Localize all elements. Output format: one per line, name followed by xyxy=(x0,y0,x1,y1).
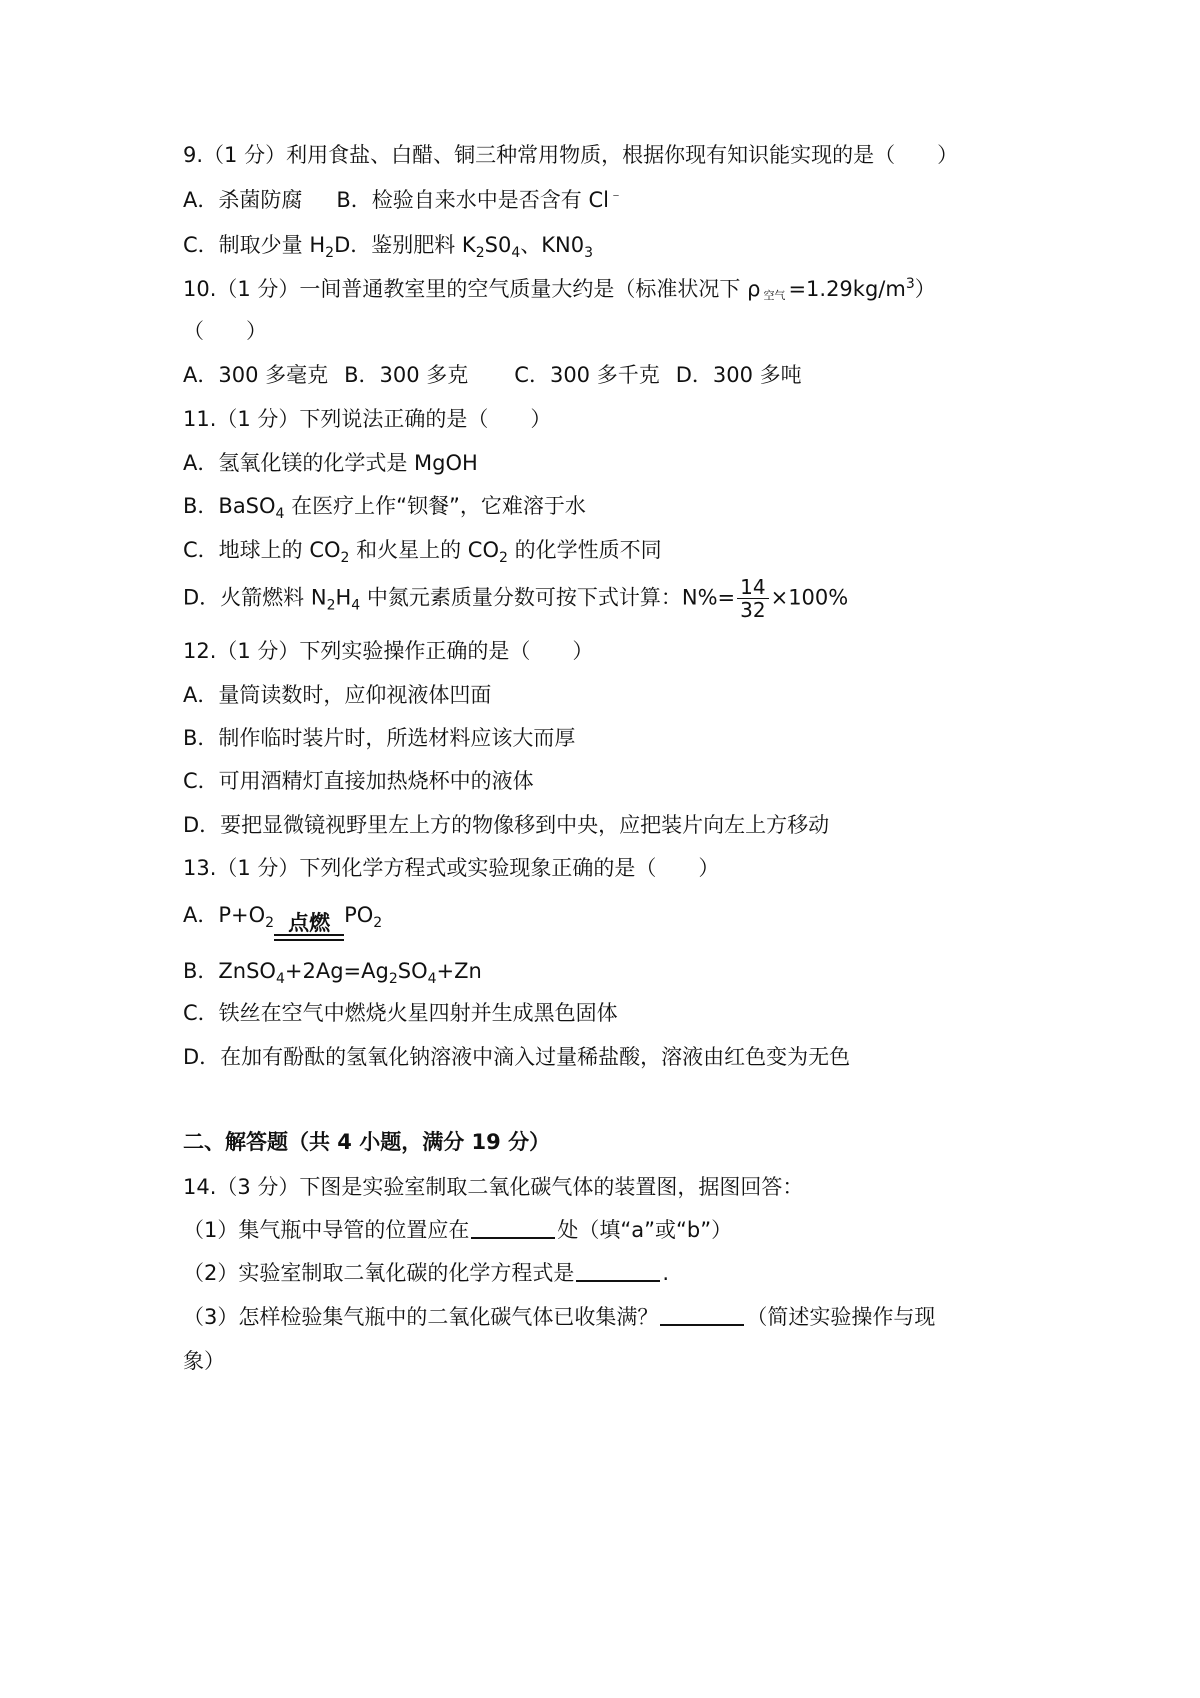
q10-option-d: D．300 多吨 xyxy=(675,363,802,387)
q10-option-b: B．300 多克 xyxy=(344,363,469,387)
q13-option-c: C．铁丝在空气中燃烧火星四射并生成黑色固体 xyxy=(183,1001,618,1025)
q14-part3: （3）怎样检验集气瓶中的二氧化碳气体已收集满？ （简述实验操作与现 xyxy=(183,1305,936,1329)
q9-option-b: B．检验自来水中是否含有 Cl﹣ xyxy=(336,187,623,212)
q13-option-d: D．在加有酚酞的氢氧化钠溶液中滴入过量稀盐酸，溶液由红色变为无色 xyxy=(183,1045,851,1069)
q12-stem: 12.（1 分）下列实验操作正确的是（ ） xyxy=(183,639,594,663)
q9-option-c: C．制取少量 $H_2$ xyxy=(183,233,335,262)
q10-answer-paren: （ ） xyxy=(183,319,267,343)
q11-option-a: A．氢氧化镁的化学式是 MgOH xyxy=(183,451,478,475)
mass-fraction: $\frac{14}{32}$ xyxy=(737,576,768,621)
q12-option-c: C．可用酒精灯直接加热烧杯中的液体 xyxy=(183,769,534,793)
q9-option-d: D．鉴别肥料 $K_2S0_4$、$KN0_3$ xyxy=(334,233,593,262)
q9-options-ab xyxy=(183,185,623,215)
answer-blank-3[interactable] xyxy=(660,1304,744,1326)
q11-option-d: D．火箭燃料 $N_2H_4$ 中氮元素质量分数可按下式计算：N%= $\frac{14}{32}$ ×100% xyxy=(183,575,849,622)
q13-option-b: B．$ZnSO_4+2Ag=Ag_2SO_4+Zn$ xyxy=(183,959,482,988)
q10-stem: 10.（1 分）一间普通教室里的空气质量大约是（标准状况下 ρ 空气 $=1.29kg/m^3$） xyxy=(183,276,936,302)
equals-sign xyxy=(274,934,344,941)
q10-option-a: A．300 多毫克 xyxy=(183,363,329,387)
q11-stem: 11.（1 分）下列说法正确的是（ ） xyxy=(183,407,552,431)
reaction-condition: 点燃 xyxy=(274,912,344,953)
q9-option-a: A．杀菌防腐 xyxy=(183,188,303,212)
q12-option-a: A．量筒读数时，应仰视液体凹面 xyxy=(183,683,492,707)
q13-option-a: A．$P+O_2$ 点燃 $PO_2$ xyxy=(183,900,382,953)
q14-part1: （1）集气瓶中导管的位置应在 处（填“a”或“b”） xyxy=(183,1218,733,1242)
q14-stem: 14.（3 分）下图是实验室制取二氧化碳气体的装置图，据图回答： xyxy=(183,1175,804,1199)
q9-options-cd xyxy=(183,230,593,260)
q11-option-c: C．地球上的 $CO_2$ 和火星上的 $CO_2$ 的化学性质不同 xyxy=(183,538,662,567)
q12-option-b: B．制作临时装片时，所选材料应该大而厚 xyxy=(183,726,576,750)
q10-options xyxy=(183,360,802,390)
answer-blank-2[interactable] xyxy=(576,1260,660,1282)
q12-option-d: D．要把显微镜视野里左上方的物像移到中央，应把装片向左上方移动 xyxy=(183,813,830,837)
q14-part3-continued: 象） xyxy=(183,1349,225,1373)
q10-option-c: C．300 多千克 xyxy=(514,363,660,387)
section-heading: 二、解答题（共 4 小题，满分 19 分） xyxy=(183,1130,551,1154)
answer-blank-1[interactable] xyxy=(471,1217,555,1239)
q9-stem: 9.（1 分）利用食盐、白醋、铜三种常用物质，根据你现有知识能实现的是（ ） xyxy=(183,143,959,167)
q14-part2: （2）实验室制取二氧化碳的化学方程式是 . xyxy=(183,1261,670,1285)
q13-stem: 13.（1 分）下列化学方程式或实验现象正确的是（ ） xyxy=(183,856,720,880)
q11-option-b: B．BaSO$_4$ 在医疗上作“钡餐”，它难溶于水 xyxy=(183,494,586,523)
